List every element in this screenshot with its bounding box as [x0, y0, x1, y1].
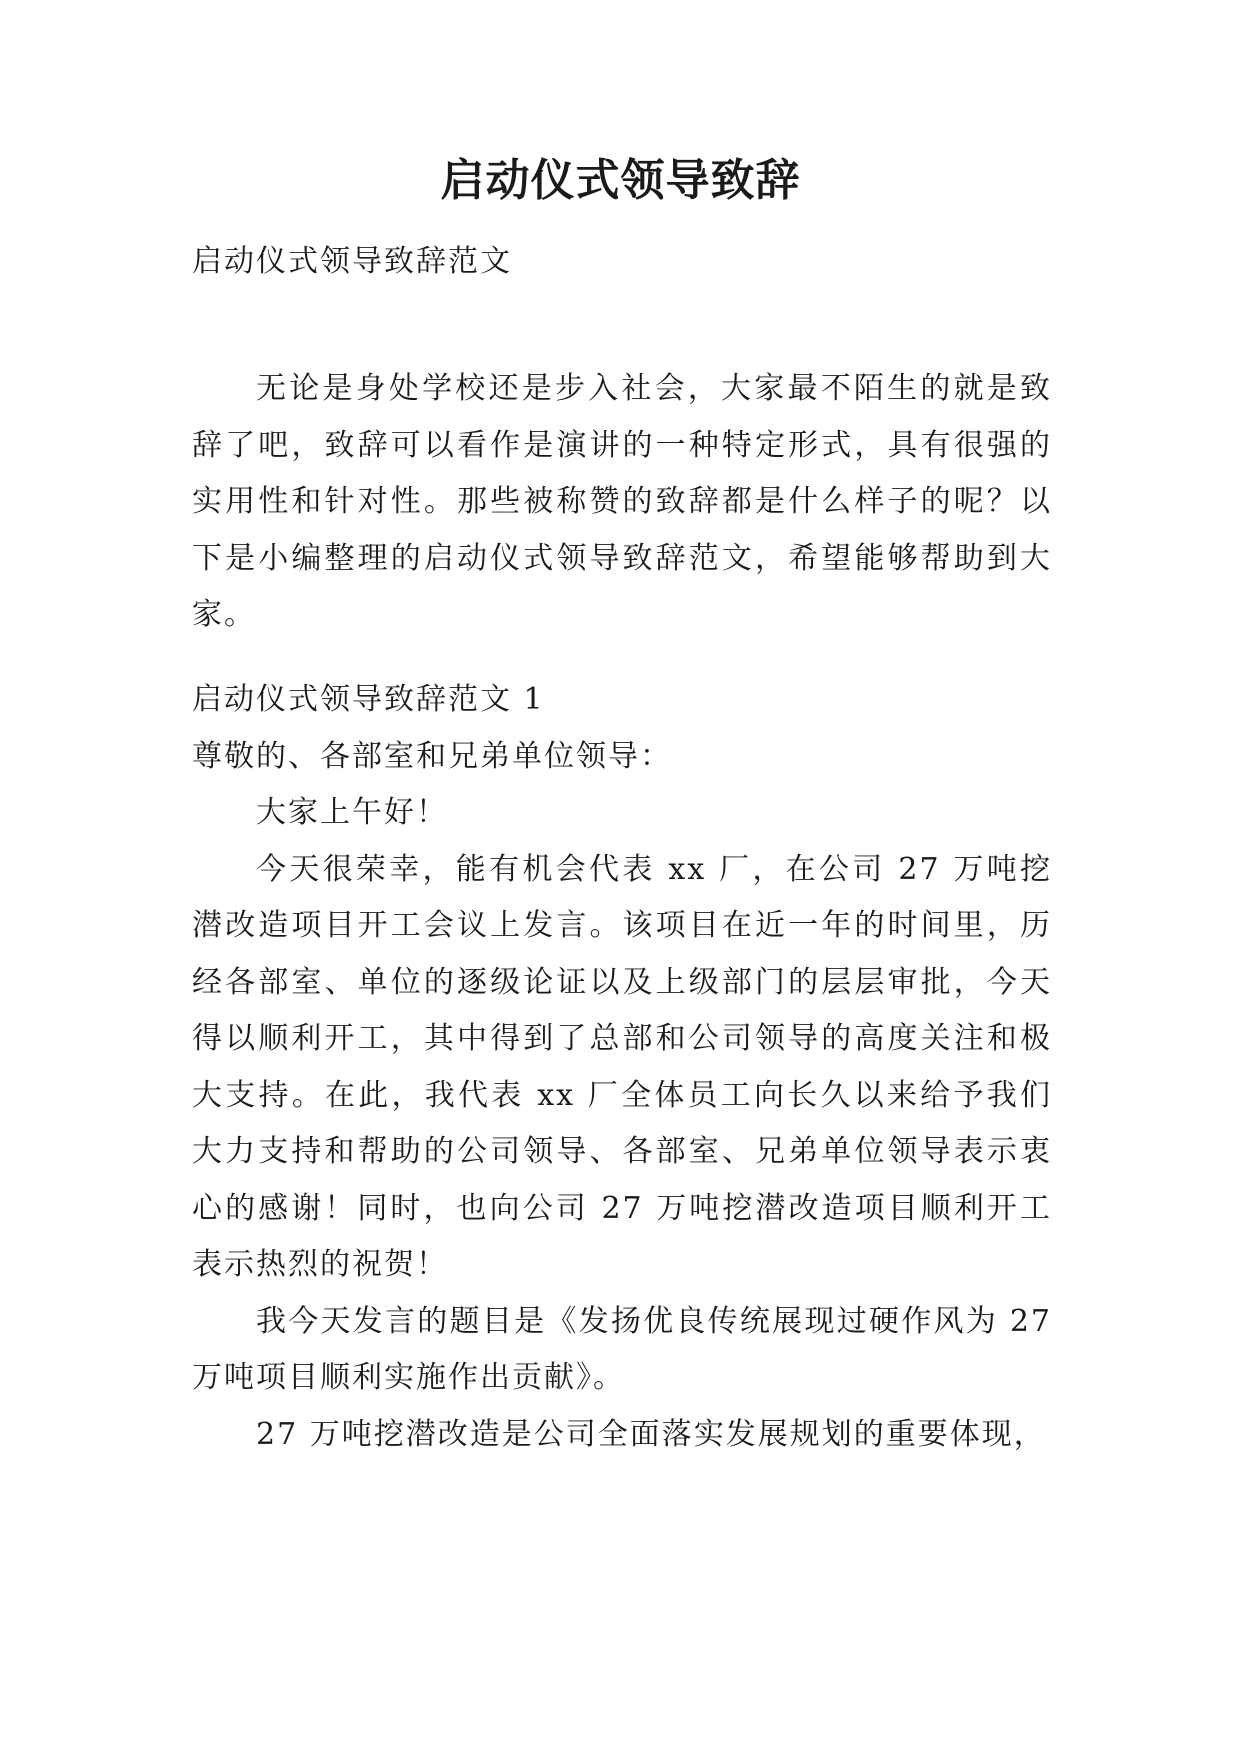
section-1 [192, 672, 1052, 1463]
document-title: 启动仪式领导致辞 [440, 155, 801, 206]
body-paragraph: 今天很荣幸，能有机会代表 xx 厂，在公司 27 万吨挖潜改造项目开工会议上发言。该项目在近一年的时间里，历经各部室、单位的逐级论证以及上级部门的层层审批，今天得以顺利开工，其中得到了总部和公司领导的高度关注和极大支持。在此，我代表 xx 厂全体员工向长久以来给予我们大力支持和帮助的公司领导、各部室、兄弟单位领导表示衷心的感谢！同时，也向公司 27 万吨挖潜改造项目顺利开工表示热烈的祝贺！ [192, 851, 1052, 1282]
section-heading: 启动仪式领导致辞范文 1 [192, 682, 545, 717]
salutation: 尊敬的、各部室和兄弟单位领导： [192, 738, 672, 774]
intro-paragraph: 无论是身处学校还是步入社会，大家最不陌生的就是致辞了吧，致辞可以看作是演讲的一种特定形式，具有很强的实用性和针对性。那些被称赞的致辞都是什么样子的呢？以下是小编整理的启动仪式领导致辞范文，希望能够帮助到大家。 [192, 371, 1052, 632]
body-paragraph: 我今天发言的题目是《发扬优良传统展现过硬作风为 27 万吨项目顺利实施作出贡献》。 [192, 1303, 1052, 1395]
intro-block [192, 361, 1052, 644]
document-subtitle: 启动仪式领导致辞范文 [192, 244, 512, 279]
greeting: 大家上午好！ [256, 795, 448, 830]
body-paragraph: 27 万吨挖潜改造是公司全面落实发展规划的重要体现， [256, 1416, 1046, 1452]
